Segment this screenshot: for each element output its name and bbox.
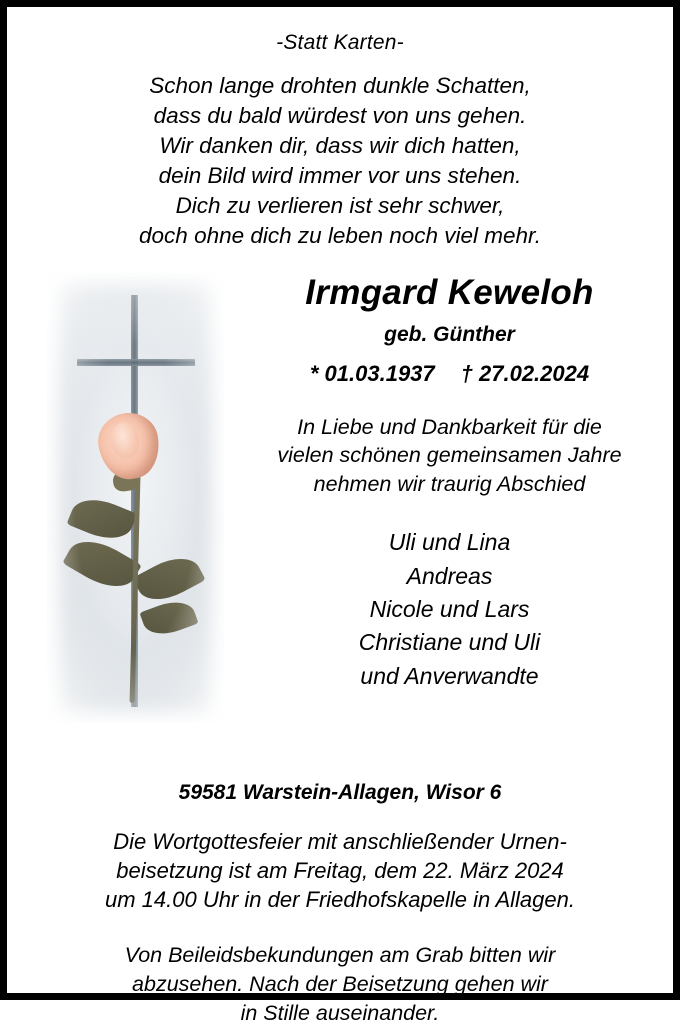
dedication-line: nehmen wir traurig Abschied <box>313 471 586 496</box>
family-member: Nicole und Lars <box>369 596 530 622</box>
dedication-line: vielen schönen gemeinsamen Jahre <box>277 443 622 468</box>
statt-karten-heading: -Statt Karten- <box>276 31 404 54</box>
condolence-line: in Stille auseinander. <box>240 1000 440 1025</box>
service-line: beisetzung ist am Freitag, dem 22. März 2024 <box>116 858 564 883</box>
rose-and-cross-photo <box>47 273 224 723</box>
birth-date: * 01.03.1937 <box>309 360 435 386</box>
service-line: Die Wortgottesfeier mit anschließender Urnen- <box>113 828 567 854</box>
family-member: und Anverwandte <box>360 662 539 689</box>
poem <box>29 71 651 251</box>
dedication-line: In Liebe und Dankbarkeit für die <box>297 414 602 439</box>
life-dates <box>254 361 645 387</box>
service-line: um 14.00 Uhr in der Friedhofskapelle in Allagen. <box>104 887 575 913</box>
family-list <box>254 526 645 693</box>
deceased-name: Irmgard Keweloh <box>305 272 594 312</box>
deceased-details <box>254 273 651 694</box>
poem-line: dein Bild wird immer vor uns stehen. <box>158 162 522 188</box>
death-date: † 27.02.2024 <box>460 360 590 386</box>
photo-vignette <box>47 273 224 723</box>
family-member: Uli und Lina <box>388 529 511 556</box>
dedication-text <box>254 413 645 499</box>
poem-line: Wir danken dir, dass wir dich hatten, <box>159 132 521 158</box>
poem-line: Dich zu verlieren ist sehr schwer, <box>175 192 505 218</box>
memorial-body <box>29 273 651 743</box>
family-member: Christiane und Uli <box>358 629 541 656</box>
condolence-line: Von Beileidsbekundungen am Grab bitten wir <box>124 942 556 967</box>
condolence-note <box>29 941 651 1027</box>
poem-line: dass du bald würdest von uns gehen. <box>153 102 527 128</box>
poem-line: Schon lange drohten dunkle Schatten, <box>149 73 531 98</box>
poem-line: doch ohne dich zu leben noch viel mehr. <box>139 222 541 248</box>
family-member: Andreas <box>406 562 493 589</box>
service-details <box>29 827 651 915</box>
address-line: 59581 Warstein-Allagen, Wisor 6 <box>178 780 502 804</box>
condolence-line: abzusehen. Nach der Beisetzung gehen wir <box>132 971 548 996</box>
deceased-maiden-name: geb. Günther <box>384 322 515 346</box>
